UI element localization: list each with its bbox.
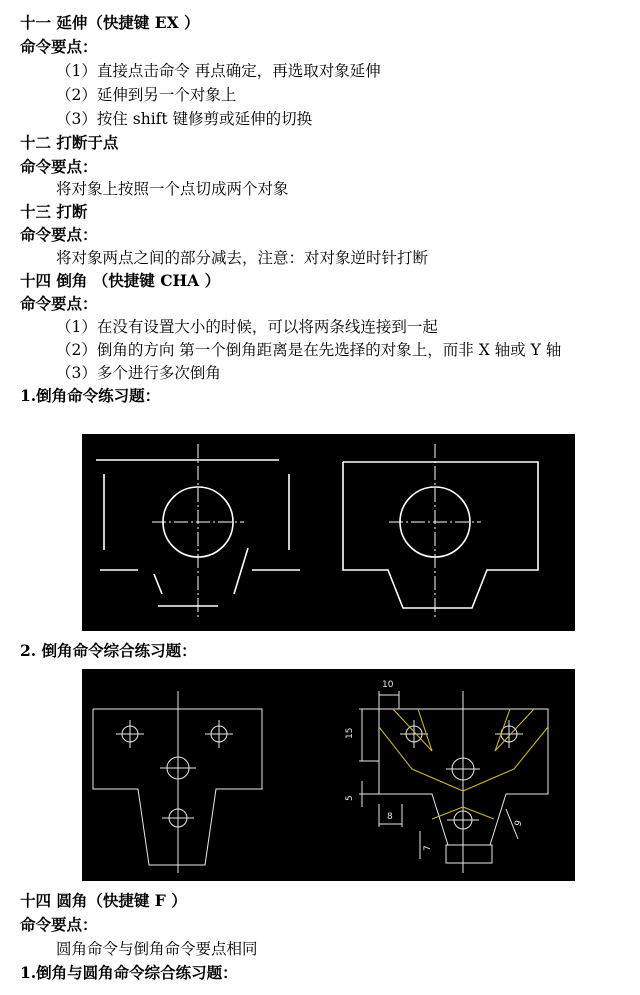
section-13-key-points: 命令要点： bbox=[20, 225, 98, 244]
dim-8-label: 8 bbox=[387, 812, 393, 822]
dim-10-label: 10 bbox=[382, 680, 394, 690]
section-11-key-points: 命令要点： bbox=[20, 37, 98, 56]
point-14-2: （2）倒角的方向 第一个倒角距离是在先选择的对象上，而非 X 轴或 Y 轴 bbox=[56, 341, 562, 359]
section-11-title: 十一 延伸（快捷键 EX ） bbox=[20, 13, 200, 32]
exercise-3-heading: 1.倒角与圆角命令综合练习题： bbox=[20, 963, 238, 982]
dim-5-label: 5 bbox=[345, 795, 355, 801]
chamfer-exercise-figure bbox=[82, 434, 575, 631]
section-14-title: 十四 倒角 （快捷键 CHA ） bbox=[20, 271, 221, 290]
dim-7-label: 7 bbox=[423, 845, 433, 851]
section-13-title: 十三 打断 bbox=[20, 202, 88, 221]
point-14-3: （3）多个进行多次倒角 bbox=[56, 364, 221, 382]
section-14b-title: 十四 圆角（快捷键 F ） bbox=[20, 891, 187, 910]
dim-15-label: 15 bbox=[345, 727, 355, 739]
point-11-3: （3）按住 shift 键修剪或延伸的切换 bbox=[56, 110, 313, 128]
point-12-1: 将对象上按照一个点切成两个对象 bbox=[56, 180, 289, 198]
exercise-1-heading: 1.倒角命令练习题： bbox=[20, 386, 161, 405]
section-14-key-points: 命令要点： bbox=[20, 294, 98, 313]
section-12-title: 十二 打断于点 bbox=[20, 133, 119, 152]
section-14b-key-points: 命令要点： bbox=[20, 915, 98, 934]
exercise-2-heading: 2. 倒角命令综合练习题： bbox=[20, 641, 197, 660]
dim-9-label: 9 bbox=[513, 819, 525, 829]
point-11-1: （1）直接点击命令 再点确定，再选取对象延伸 bbox=[56, 62, 381, 80]
point-13-1: 将对象两点之间的部分减去，注意：对对象逆时针打断 bbox=[56, 249, 429, 267]
section-12-key-points: 命令要点： bbox=[20, 157, 98, 176]
comprehensive-chamfer-exercise-figure bbox=[82, 669, 575, 881]
point-14b-1: 圆角命令与倒角命令要点相同 bbox=[56, 940, 258, 958]
point-11-2: （2）延伸到另一个对象上 bbox=[56, 86, 237, 104]
point-14-1: （1）在没有设置大小的时候，可以将两条线连接到一起 bbox=[56, 318, 438, 336]
